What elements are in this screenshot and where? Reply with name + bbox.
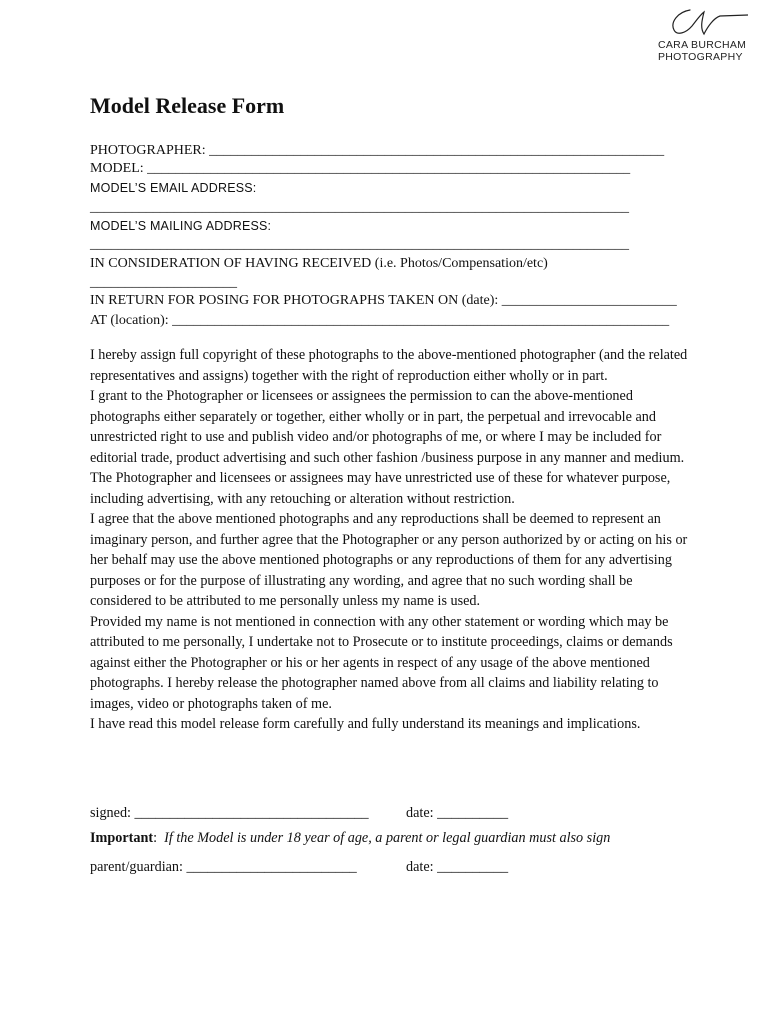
location-field[interactable]: AT (location): _______________________________________________________________________ <box>90 313 670 328</box>
paragraph-imaginary-person: I agree that the above mentioned photographs and any reproductions shall be deemed to represent an imaginary person, and further agree that the Photographer or any person authorized by or acting on his or her behalf may use the above mentioned photographs or any reproductions of them for any advertising purposes or for the purpose of illustrating any wording, and agree that no such wording shall be considered to be attributed to me personally unless my name is used. <box>90 511 688 609</box>
consideration-field[interactable]: _____________________ <box>90 275 237 290</box>
important-colon: : <box>153 830 158 846</box>
photographer-field[interactable]: PHOTOGRAPHER: _________________________________________________________________ <box>90 143 665 158</box>
paragraph-release-claims: Provided my name is not mentioned in connection with any other statement or wording which may be attributed to me personally, I undertake not to Prosecute or to institute proceedings, claims or demands against either the Photographer or his or her agents in respect of any usage of the above mentioned photographs. I hereby release the photographer named above from all claims and liability relating to images, video or photographs taken of me. <box>90 613 673 712</box>
important-note <box>90 830 610 847</box>
important-label: Important <box>90 830 154 846</box>
paragraph-acknowledgement: I have read this model release form carefully and fully understand its meanings and implications. <box>90 716 641 732</box>
signature-row <box>90 804 509 822</box>
page-title: Model Release Form <box>90 93 285 118</box>
logo-text-line1: CARA BURCHAM <box>658 39 747 51</box>
guardian-date-field[interactable]: date: __________ <box>406 859 509 875</box>
paragraph-unrestricted-use: The Photographer and licensees or assignees may have unrestricted use of these for whatever purpose, including advertising, with any retouching or alteration without restriction. <box>90 470 671 507</box>
paragraph-permission: I grant to the Photographer or licensees or assignees the permission to can the above-mentioned photographs either separately or together, either wholly or in part, the perpetual and irrevocable and unrestricted right to use and publish video and/or photographs of me, or where I may be included for editorial trade, product advertising and such other fashion /business purpose in any manner and medium. <box>90 388 685 466</box>
consideration-label: IN CONSIDERATION OF HAVING RECEIVED (i.e. Photos/Compensation/etc) <box>90 256 548 271</box>
important-text: If the Model is under 18 year of age, a parent or legal guardian must also sign <box>164 830 611 846</box>
signed-field[interactable]: signed: _________________________________ <box>90 805 369 821</box>
logo-text-line2: PHOTOGRAPHY <box>658 51 743 63</box>
email-label: MODEL’S EMAIL ADDRESS: <box>90 181 257 195</box>
mailing-field[interactable]: _____________________________________________________________________________ <box>90 237 629 252</box>
brand-logo <box>650 6 760 66</box>
guardian-row <box>90 858 509 876</box>
model-field[interactable]: MODEL: _____________________________________________________________________ <box>90 161 631 176</box>
paragraph-copyright: I hereby assign full copyright of these photographs to the above-mentioned photographer (and the related representatives and assigns) together with the right of reproduction either wholly or in part. <box>90 347 688 384</box>
release-terms <box>90 345 690 735</box>
signature-logo-icon <box>664 6 748 38</box>
date-field[interactable]: date: __________ <box>406 805 509 821</box>
mailing-label: MODEL’S MAILING ADDRESS: <box>90 219 272 233</box>
email-field[interactable]: _____________________________________________________________________________ <box>90 200 629 215</box>
guardian-signature-field[interactable]: parent/guardian: ________________________ <box>90 859 357 875</box>
posing-date-field[interactable]: IN RETURN FOR POSING FOR PHOTOGRAPHS TAKEN ON (date): _________________________ <box>90 293 677 308</box>
